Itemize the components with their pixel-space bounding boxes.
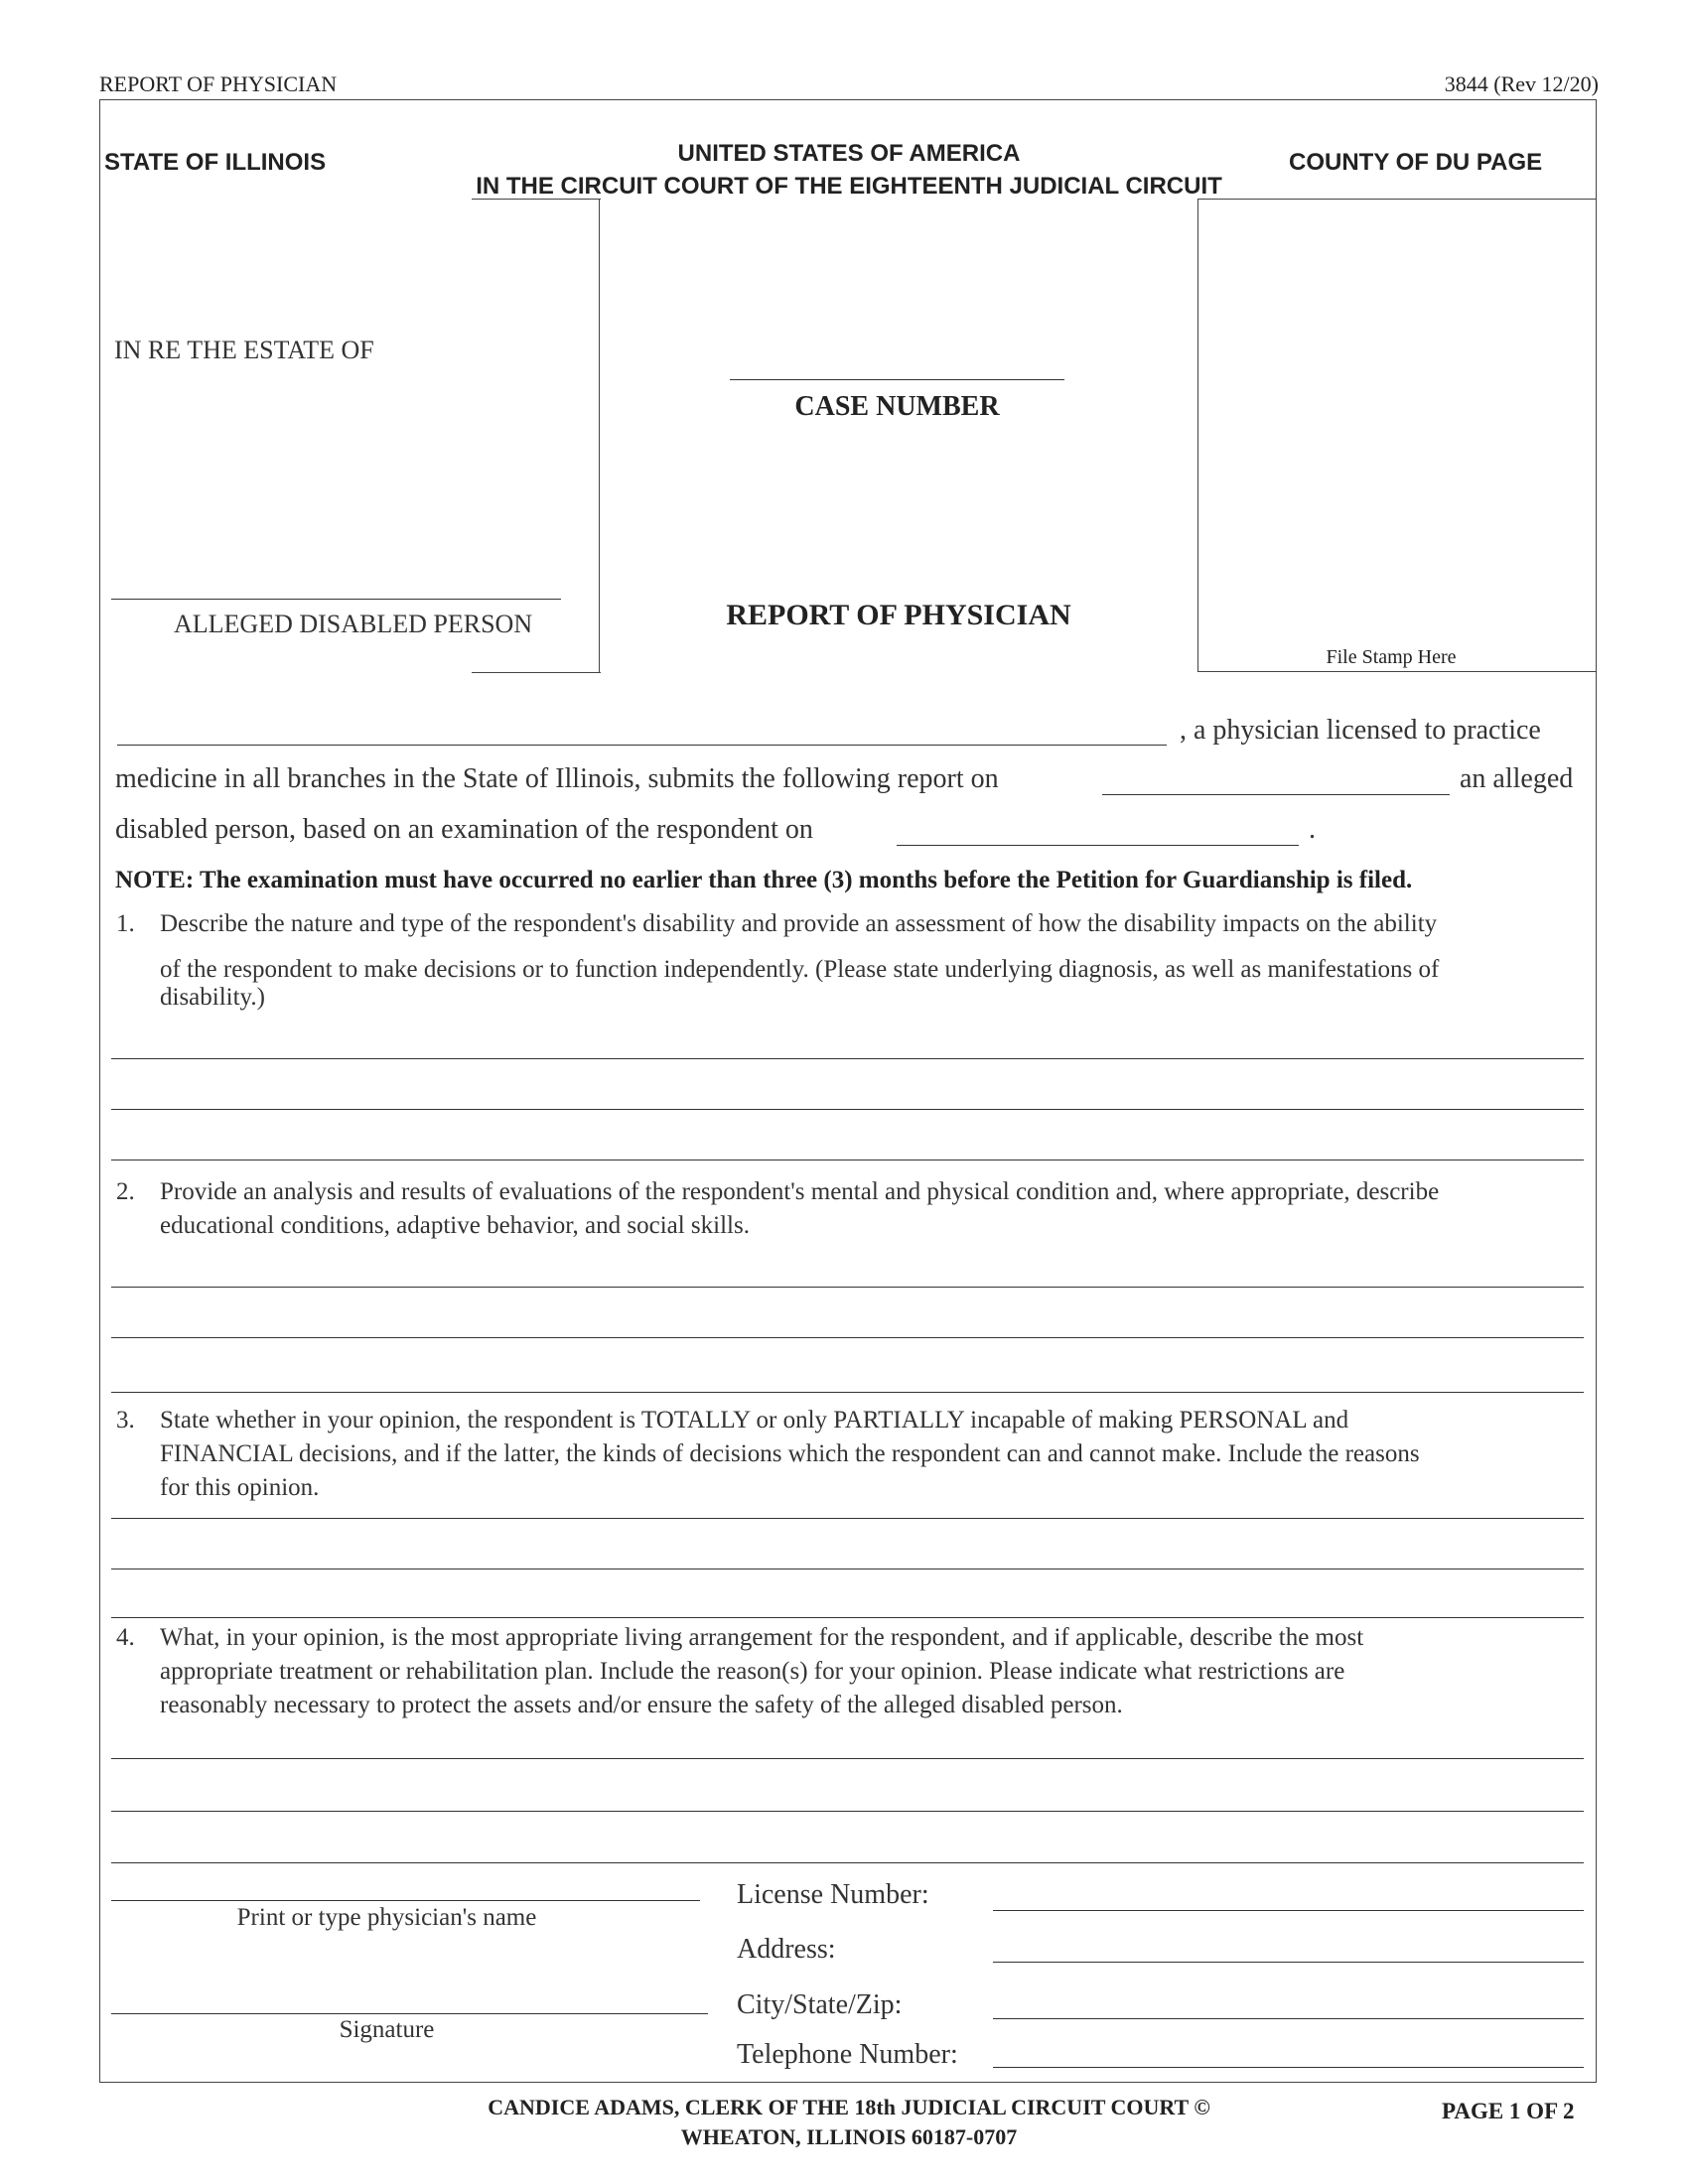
signature-line[interactable] [111, 2013, 708, 2014]
physician-name-line[interactable] [117, 745, 1167, 746]
question-1-number: 1. [116, 910, 135, 937]
respondent-name-line[interactable] [1102, 794, 1450, 795]
question-3-line-b: FINANCIAL decisions, and if the latter, the kinds of decisions which the respondent can and cannot make. Include the reasons [160, 1440, 1420, 1467]
answer-3-line-2[interactable] [111, 1569, 1584, 1570]
question-2-line-a: Provide an analysis and results of evaluations of the respondent's mental and physical condition and, where appropriate, describe [160, 1178, 1440, 1205]
license-number-label: License Number: [737, 1879, 929, 1910]
question-3-line-a: State whether in your opinion, the respondent is TOTALLY or only PARTIALLY incapable of making PERSONAL and [160, 1407, 1349, 1433]
question-4-line-c: reasonably necessary to protect the assets and/or ensure the safety of the alleged disabled person. [160, 1692, 1123, 1718]
case-number-line[interactable] [730, 379, 1064, 380]
question-4 [116, 1621, 1596, 1730]
alleged-person-label: ALLEGED DISABLED PERSON [174, 610, 533, 638]
print-name-label: Print or type physician's name [236, 1904, 537, 1931]
question-3-line-c: for this opinion. [160, 1474, 320, 1501]
answer-3-line-3[interactable] [111, 1617, 1584, 1618]
file-stamp-label: File Stamp Here [1326, 646, 1457, 668]
form-title-header: REPORT OF PHYSICIAN [99, 71, 338, 96]
city-state-zip-line[interactable] [993, 2018, 1584, 2019]
city-state-zip-label: City/State/Zip: [737, 1989, 903, 2020]
clerk-line-2: WHEATON, ILLINOIS 60187-0707 [680, 2124, 1018, 2149]
answer-1-line-1[interactable] [111, 1058, 1584, 1059]
question-4-line-a: What, in your opinion, is the most appropriate living arrangement for the respondent, and if applicable, describe the most [160, 1624, 1364, 1651]
answer-1-line-2[interactable] [111, 1109, 1584, 1110]
clerk-footer [387, 2093, 1311, 2152]
file-stamp-box [1197, 199, 1597, 672]
question-1-line-a: Describe the nature and type of the respondent's disability and provide an assessment of how the disability impacts on the ability [160, 910, 1438, 937]
exam-date-line[interactable] [897, 845, 1299, 846]
physician-name-print-line[interactable] [111, 1900, 700, 1901]
intro-line2-prefix: medicine in all branches in the State of Illinois, submits the following report on [115, 763, 999, 794]
in-re-label: IN RE THE ESTATE OF [114, 336, 374, 364]
county-label: COUNTY OF DU PAGE [1289, 149, 1543, 176]
answer-2-line-2[interactable] [111, 1337, 1584, 1338]
court-label: IN THE CIRCUIT COURT OF THE EIGHTEENTH JUDICIAL CIRCUIT [476, 173, 1222, 200]
answer-4-line-3[interactable] [111, 1862, 1584, 1863]
address-label: Address: [737, 1934, 836, 1965]
answer-4-line-2[interactable] [111, 1811, 1584, 1812]
case-number-label: CASE NUMBER [794, 391, 1000, 422]
telephone-label: Telephone Number: [737, 2039, 958, 2070]
state-label: STATE OF ILLINOIS [104, 149, 327, 176]
clerk-line-1: CANDICE ADAMS, CLERK OF THE 18th JUDICIAL CIRCUIT COURT © [488, 2095, 1210, 2119]
question-4-number: 4. [116, 1624, 135, 1651]
question-2-line-b: educational conditions, adaptive behavior, and social skills. [160, 1212, 750, 1239]
signature-label: Signature [339, 2016, 435, 2043]
form-code: 3844 (Rev 12/20) [1444, 71, 1599, 96]
estate-box-top [472, 199, 601, 200]
alleged-person-name-line[interactable] [111, 599, 561, 600]
answer-4-line-1[interactable] [111, 1758, 1584, 1759]
answer-2-line-1[interactable] [111, 1287, 1584, 1288]
page-number: PAGE 1 OF 2 [1442, 2099, 1575, 2123]
exam-note: NOTE: The examination must have occurred no earlier than three (3) months before the Petition for Guardianship is filed. [115, 867, 1413, 893]
estate-box-right [599, 199, 600, 673]
intro-line2-suffix: an alleged [1460, 763, 1574, 794]
question-3-number: 3. [116, 1407, 135, 1433]
question-1-line-b: of the respondent to make decisions or to function independently. (Please state underlying diagnosis, as well as manifestations of [160, 956, 1440, 983]
question-2-number: 2. [116, 1178, 135, 1205]
question-3 [116, 1404, 1596, 1513]
telephone-line[interactable] [993, 2067, 1584, 2068]
document-title: REPORT OF PHYSICIAN [726, 599, 1071, 631]
address-line[interactable] [993, 1962, 1584, 1963]
intro-line3-prefix: disabled person, based on an examination of the respondent on [115, 814, 813, 845]
intro-line3-suffix: . [1309, 814, 1316, 845]
court-heading [402, 137, 1296, 203]
question-1-line-c: disability.) [160, 984, 266, 1011]
estate-box-bottom [472, 672, 601, 673]
intro-line1-suffix: , a physician licensed to practice [1180, 715, 1541, 746]
answer-2-line-3[interactable] [111, 1392, 1584, 1393]
question-1 [116, 907, 1596, 1017]
country-label: UNITED STATES OF AMERICA [677, 140, 1021, 167]
question-2 [116, 1175, 1596, 1255]
license-number-line[interactable] [993, 1910, 1584, 1911]
answer-3-line-1[interactable] [111, 1518, 1584, 1519]
question-4-line-b: appropriate treatment or rehabilitation plan. Include the reason(s) for your opinion. Please indicate what restrictions are [160, 1658, 1345, 1685]
